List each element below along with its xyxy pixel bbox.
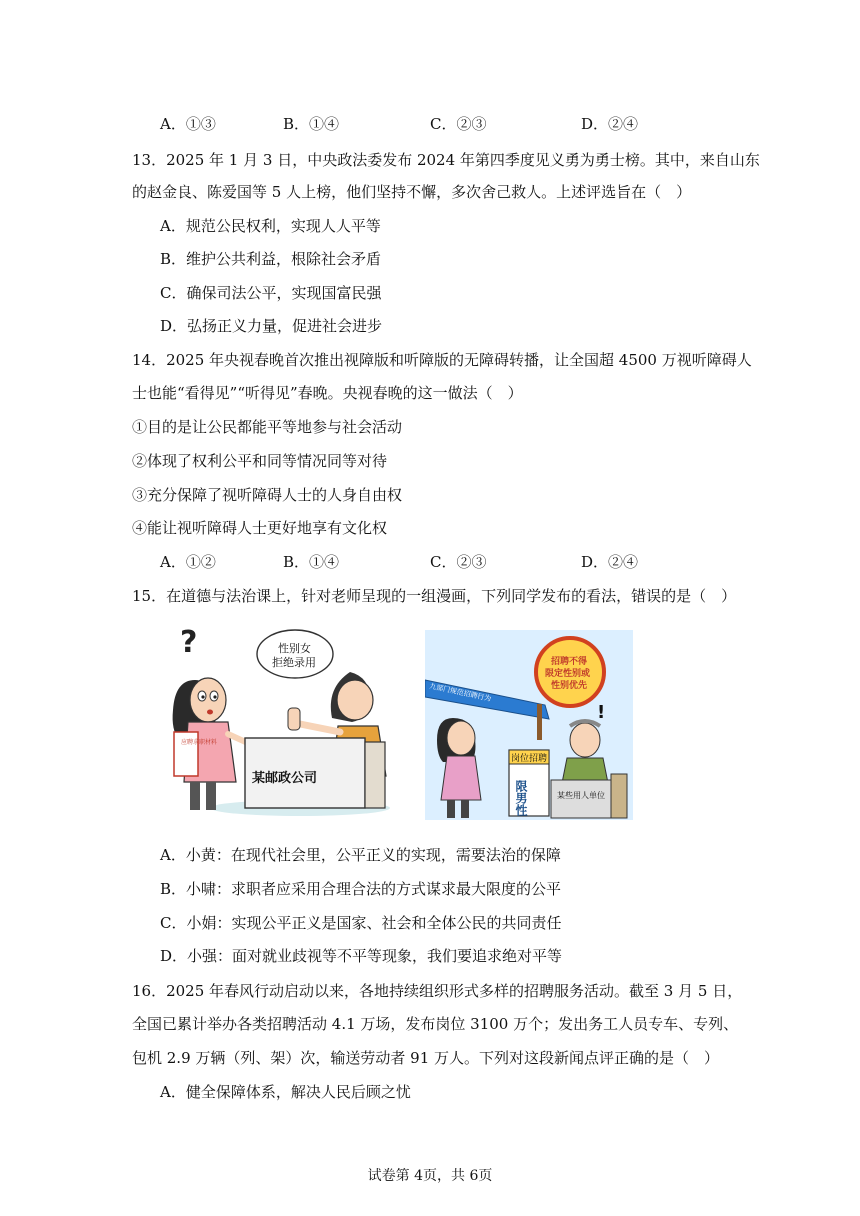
desk-label: 某邮政公司 <box>252 771 318 786</box>
page-footer: 试卷第 4页，共 6页 <box>367 1168 493 1184</box>
comic-gender-discrimination <box>150 622 390 817</box>
q16-stem-line3: 包机 2.9 万辆（列、架）次，输送劳动者 91 万人。下列对这段新闻点评正确的是（ ） <box>132 1049 720 1067</box>
q14-item-1: ①目的是让公民都能平等地参与社会活动 <box>132 418 403 436</box>
sign-line3: 性别优先 <box>551 681 588 691</box>
q12-option-b: B．①④ <box>283 115 340 133</box>
q14-stem-line2: 士也能“看得见”“听得见”春晚。央视春晚的这一做法（ ） <box>132 384 523 402</box>
q15-stem: 15．在道德与法治课上，针对老师呈现的一组漫画，下列同学发布的看法，错误的是（ ） <box>132 587 737 605</box>
q16-option-a: A．健全保障体系，解决人民后顾之忧 <box>160 1083 411 1101</box>
q14-item-2: ②体现了权利公平和同等情况同等对待 <box>132 452 388 470</box>
q13-option-a: A．规范公民权利，实现人人平等 <box>160 217 381 235</box>
board-text: 限男性 <box>514 780 528 816</box>
q14-item-4: ④能让视听障碍人士更好地享有文化权 <box>132 519 388 537</box>
q14-option-b: B．①④ <box>283 553 340 571</box>
q15-option-b: B．小啸：求职者应采用合理合法的方式谋求最大限度的公平 <box>160 880 562 898</box>
q16-stem-line1: 16．2025 年春风行动启动以来，各地持续组织形式多样的招聘服务活动。截至 3 月 5 日， <box>132 982 743 1000</box>
q13-stem-line2: 的赵金良、陈爱国等 5 人上榜，他们坚持不懈，多次舍己救人。上述评选旨在（ ） <box>132 183 692 201</box>
banner-label: 九部门规范招聘行为 <box>428 682 492 704</box>
q14-stem-line1: 14．2025 年央视春晚首次推出视障版和听障版的无障碍转播，让全国超 4500 万视听障碍人 <box>132 351 752 369</box>
board-title: 岗位招聘 <box>511 754 548 764</box>
q12-option-a: A．①③ <box>160 115 216 133</box>
bubble-line2: 拒绝录用 <box>272 656 316 669</box>
q16-stem-line2: 全国已累计举办各类招聘活动 4.1 万场，发布岗位 3100 万个；发出务工人员专车、专列、 <box>132 1015 739 1033</box>
comic-recruitment-rule <box>425 630 633 820</box>
q13-option-c: C．确保司法公平，实现国富民强 <box>160 284 382 302</box>
desk2-label: 某些用人单位 <box>557 791 605 800</box>
q15-option-a: A．小黄：在现代社会里，公平正义的实现，需要法治的保障 <box>160 846 561 864</box>
q13-stem-line1: 13．2025 年 1 月 3 日，中央政法委发布 2024 年第四季度见义勇为勇士榜。其中，来自山东 <box>132 151 760 169</box>
q12-option-c: C．②③ <box>430 115 487 133</box>
sign-line1: 招聘不得 <box>551 657 588 667</box>
q15-option-d: D．小强：面对就业歧视等不平等现象，我们要追求绝对平等 <box>160 947 563 965</box>
exclaim-mark: ! <box>597 702 606 723</box>
question-mark: ? <box>180 625 198 660</box>
q13-option-d: D．弘扬正义力量，促进社会进步 <box>160 317 383 335</box>
q14-option-d: D．②④ <box>581 553 639 571</box>
q12-option-d: D．②④ <box>581 115 639 133</box>
q13-option-b: B．维护公共利益，根除社会矛盾 <box>160 250 382 268</box>
sign-line2: 限定性别或 <box>545 669 591 679</box>
q14-option-a: A．①② <box>160 553 216 571</box>
bubble-line1: 性别女 <box>278 642 311 655</box>
q14-option-c: C．②③ <box>430 553 487 571</box>
folder-label: 应聘求职材料 <box>181 739 218 746</box>
q15-option-c: C．小娟：实现公平正义是国家、社会和全体公民的共同责任 <box>160 914 562 932</box>
q14-item-3: ③充分保障了视听障碍人士的人身自由权 <box>132 486 403 504</box>
